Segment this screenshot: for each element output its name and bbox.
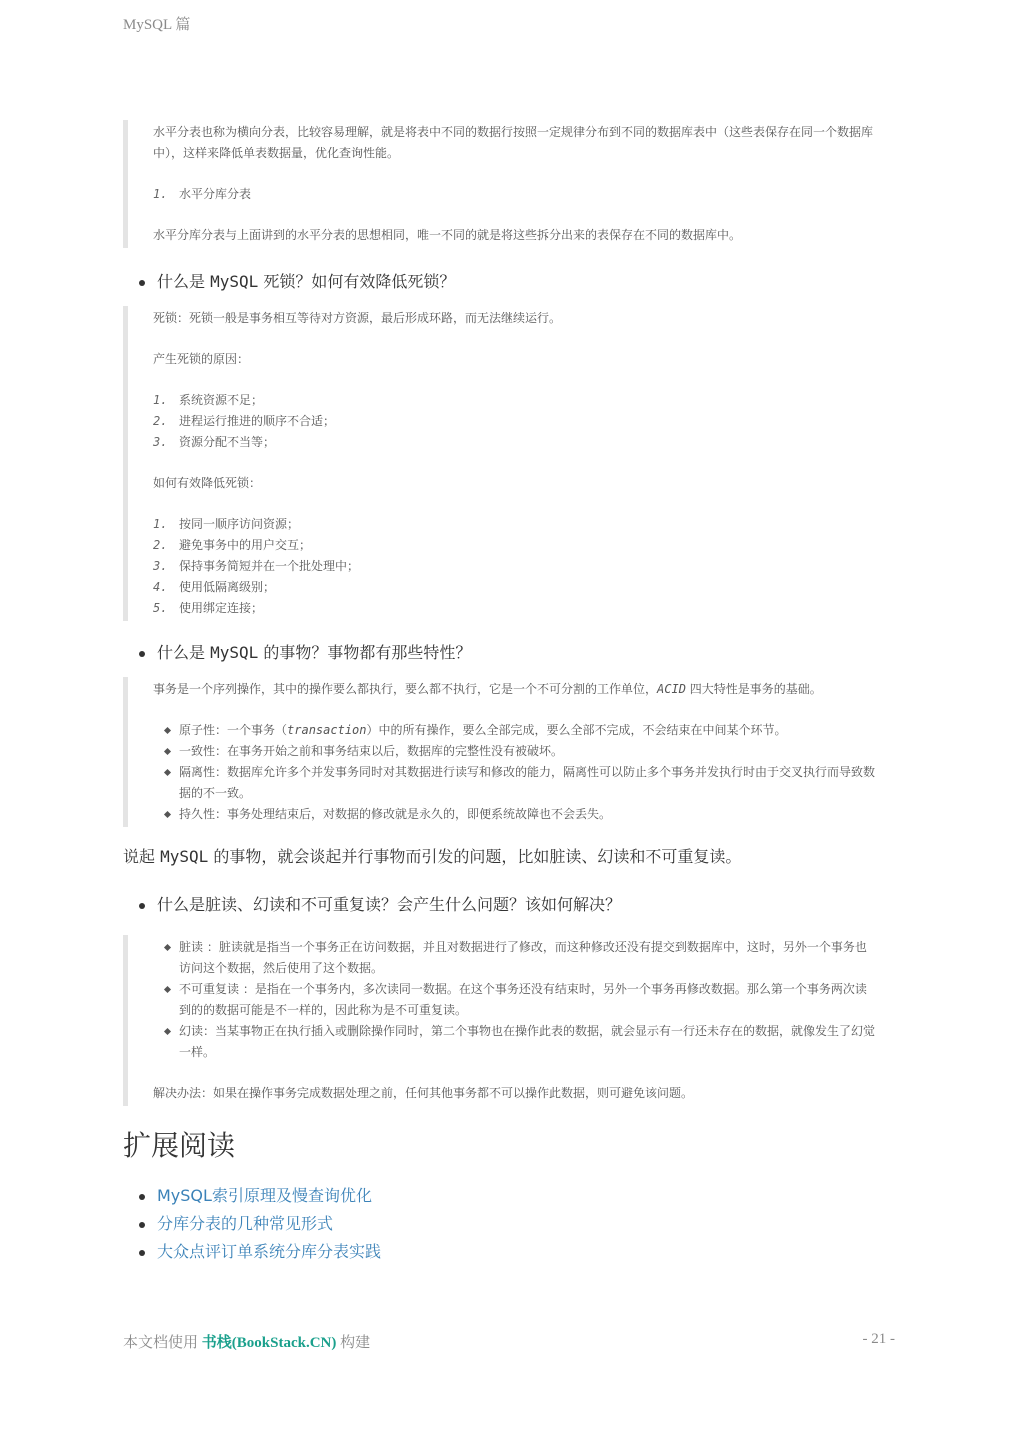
footer-brand-link[interactable]: 书栈(BookStack.CN)	[201, 1335, 337, 1351]
question-transaction-list	[123, 641, 876, 665]
list-item: 3. 资源分配不当等；	[153, 435, 276, 449]
blockquote-transaction	[123, 677, 876, 827]
question-dirty-read-list	[123, 893, 876, 917]
acid-isolation: 隔离性：数据库允许多个并发事务同时对其数据进行读写和修改的能力，隔离性可以防止多个事务并发执行时由于交叉执行而导致数据的不一致。	[179, 762, 876, 804]
list-item	[153, 184, 876, 205]
list-item: 4. 使用低隔离级别；	[153, 580, 276, 594]
acid-atomicity: 原子性：一个事务（transaction）中的所有操作，要么全部完成，要么全部不完成，不会结束在中间某个环节。	[179, 720, 876, 741]
list-item: 3. 保持事务简短并在一个批处理中；	[153, 559, 360, 573]
acid-consistency: 一致性：在事务开始之前和事务结束以后，数据库的完整性没有被破坏。	[179, 741, 876, 762]
link-sharding-forms[interactable]: 分库分表的几种常见形式	[157, 1214, 334, 1233]
horizontal-db-paragraph: 水平分库分表与上面讲到的水平分表的思想相同，唯一不同的就是将这些拆分出来的表保存在不同的数据库中。	[153, 228, 742, 242]
list-item	[157, 1210, 876, 1238]
list-item	[157, 1238, 876, 1266]
inline-code: ACID	[657, 682, 686, 696]
non-repeatable-read-item: 不可重复读 ：是指在一个事务内，多次读同一数据。在这个事务还没有结束时，另外一个事务再修改数据。那么第一个事务两次读到的的数据可能是不一样的，因此称为是不可重复读。	[179, 979, 876, 1021]
inline-code: MySQL	[210, 272, 259, 291]
extended-reading-links	[123, 1182, 876, 1266]
footer-credit: 本文档使用 书栈(BookStack.CN) 构建	[123, 1335, 371, 1351]
question-dirty-read: 什么是脏读、幻读和不可重复读？会产生什么问题？该如何解决？	[157, 893, 876, 917]
list-item	[157, 1182, 876, 1210]
page-content	[123, 120, 876, 1266]
blockquote-dirty-read	[123, 935, 876, 1106]
section-title-extended-reading: 扩展阅读	[123, 1129, 236, 1162]
question-transaction: 什么是 MySQL 的事物？事物都有那些特性？	[157, 641, 876, 665]
inline-code: MySQL	[210, 643, 259, 662]
acid-durability: 持久性：事务处理结束后，对数据的修改就是永久的，即便系统故障也不会丢失。	[179, 804, 876, 825]
list-item: 2. 避免事务中的用户交互；	[153, 538, 312, 552]
acid-list	[153, 720, 876, 825]
inline-code: MySQL	[160, 847, 209, 866]
deadlock-causes-label: 产生死锁的原因：	[153, 352, 250, 366]
concurrency-paragraph: 说起 MySQL 的事物，就会谈起并行事物而引发的问题，比如脏读、幻读和不可重复读。	[123, 847, 742, 866]
read-issues-list	[153, 937, 876, 1063]
link-mysql-index[interactable]: MySQL索引原理及慢查询优化	[157, 1186, 372, 1205]
question-deadlock-list	[123, 270, 876, 294]
link-dianping-sharding[interactable]: 大众点评订单系统分库分表实践	[157, 1242, 382, 1261]
dirty-read-item: 脏读 ：脏读就是指当一个事务正在访问数据，并且对数据进行了修改，而这种修改还没有提交到数据库中，这时，另外一个事务也访问这个数据，然后使用了这个数据。	[179, 937, 876, 979]
list-item: 1. 系统资源不足；	[153, 393, 264, 407]
blockquote-deadlock	[123, 306, 876, 621]
list-item: 5. 使用绑定连接；	[153, 601, 264, 615]
list-text: 水平分库分表	[179, 187, 252, 201]
deadlock-causes-list	[153, 390, 876, 453]
list-item: 1. 按同一顺序访问资源；	[153, 517, 300, 531]
transaction-intro: 事务是一个序列操作，其中的操作要么都执行，要么都不执行，它是一个不可分割的工作单位，ACID 四大特性是事务的基础。	[153, 682, 822, 696]
horizontal-list	[153, 184, 876, 205]
list-number: 1.	[153, 187, 168, 201]
phantom-read-item: 幻读：当某事物正在执行插入或删除操作同时，第二个事物也在操作此表的数据，就会显示有一行还未存在的数据，就像发生了幻觉一样。	[179, 1021, 876, 1063]
blockquote-horizontal-sharding	[123, 120, 876, 248]
deadlock-reduce-label: 如何有效降低死锁：	[153, 476, 262, 490]
deadlock-definition: 死锁：死锁一般是事务相互等待对方资源，最后形成环路，而无法继续运行。	[153, 311, 562, 325]
deadlock-reduce-list	[153, 514, 876, 619]
list-item: 2. 进程运行推进的顺序不合适；	[153, 414, 336, 428]
inline-code: transaction	[287, 723, 367, 737]
running-header: MySQL 篇	[123, 17, 191, 33]
question-deadlock: 什么是 MySQL 死锁？如何有效降低死锁？	[157, 270, 876, 294]
solution-paragraph: 解决办法：如果在操作事务完成数据处理之前，任何其他事务都不可以操作此数据，则可避免该问题。	[153, 1086, 694, 1100]
page-number: - 21 -	[862, 1331, 895, 1347]
horizontal-table-paragraph: 水平分表也称为横向分表，比较容易理解，就是将表中不同的数据行按照一定规律分布到不同的数据库表中（这些表保存在同一个数据库中），这样来降低单表数据量，优化查询性能。	[153, 125, 874, 160]
